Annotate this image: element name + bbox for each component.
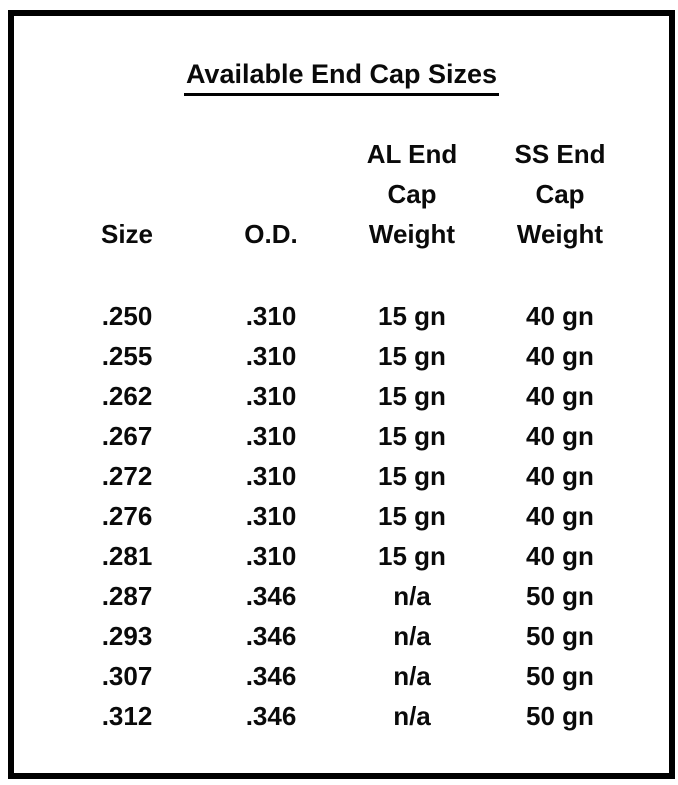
cell-od: .310 [245,461,297,491]
cell-od: .346 [245,661,297,691]
header-cell-empty [55,134,199,174]
header-spacer-row [55,254,639,296]
cell-al-weight: n/a [393,621,431,651]
cell-od: .310 [245,541,297,571]
table-row [55,496,639,536]
cell-al-weight: 15 gn [378,461,446,491]
cell-od: .346 [245,581,297,611]
table-row [55,536,639,576]
cell-al-weight: 15 gn [378,301,446,331]
cell-od: .310 [245,421,297,451]
cell-size: .276 [101,501,153,531]
header-size: Size [100,219,154,249]
table-row [55,456,639,496]
table-row [55,656,639,696]
cell-size: .287 [101,581,153,611]
cell-size: .307 [101,661,153,691]
cell-size: .281 [101,541,153,571]
header-cell-empty [199,134,343,174]
cell-od: .346 [245,621,297,651]
cell-al-weight: 15 gn [378,541,446,571]
header-row-1 [55,134,639,174]
cell-od: .310 [245,381,297,411]
cell-ss-weight: 40 gn [526,541,594,571]
document-border-frame [8,10,675,779]
cell-size: .255 [101,341,153,371]
cell-ss-weight: 40 gn [526,301,594,331]
cell-od: .310 [245,501,297,531]
cell-ss-weight: 40 gn [526,461,594,491]
cell-ss-weight: 50 gn [526,701,594,731]
cell-al-weight: 15 gn [378,381,446,411]
table-row [55,296,639,336]
cell-al-weight: n/a [393,581,431,611]
cell-al-weight: 15 gn [378,341,446,371]
cell-od: .346 [245,701,297,731]
cell-al-weight: n/a [393,701,431,731]
cell-al-weight: n/a [393,661,431,691]
cell-size: .267 [101,421,153,451]
table-row [55,576,639,616]
cell-ss-weight: 40 gn [526,501,594,531]
table-row [55,376,639,416]
cell-ss-weight: 40 gn [526,381,594,411]
end-cap-sizes-table [55,134,639,736]
header-od: O.D. [244,219,298,249]
table-row [55,336,639,376]
cell-ss-weight: 50 gn [526,661,594,691]
header-row-3 [55,214,639,254]
page-title [14,52,669,96]
cell-ss-weight: 50 gn [526,621,594,651]
table-row [55,416,639,456]
cell-size: .262 [101,381,153,411]
cell-size: .312 [101,701,153,731]
table-row [55,696,639,736]
header-row-2 [55,174,639,214]
cell-al-weight: 15 gn [378,501,446,531]
header-cell-empty [55,174,199,214]
header-ss-end-cap-weight-line2: Cap [535,179,585,209]
header-al-end-cap-weight-line1: AL End [366,139,458,169]
page-title-text: Available End Cap Sizes [184,56,499,96]
cell-ss-weight: 50 gn [526,581,594,611]
header-ss-end-cap-weight-line3: Weight [516,219,604,249]
header-cell-empty [199,174,343,214]
cell-od: .310 [245,301,297,331]
header-al-end-cap-weight-line3: Weight [368,219,456,249]
header-ss-end-cap-weight-line1: SS End [514,139,606,169]
cell-ss-weight: 40 gn [526,421,594,451]
table-row [55,616,639,656]
cell-od: .310 [245,341,297,371]
cell-ss-weight: 40 gn [526,341,594,371]
cell-size: .250 [101,301,153,331]
cell-size: .272 [101,461,153,491]
cell-size: .293 [101,621,153,651]
spacer-cell [55,254,639,296]
cell-al-weight: 15 gn [378,421,446,451]
header-al-end-cap-weight-line2: Cap [387,179,437,209]
